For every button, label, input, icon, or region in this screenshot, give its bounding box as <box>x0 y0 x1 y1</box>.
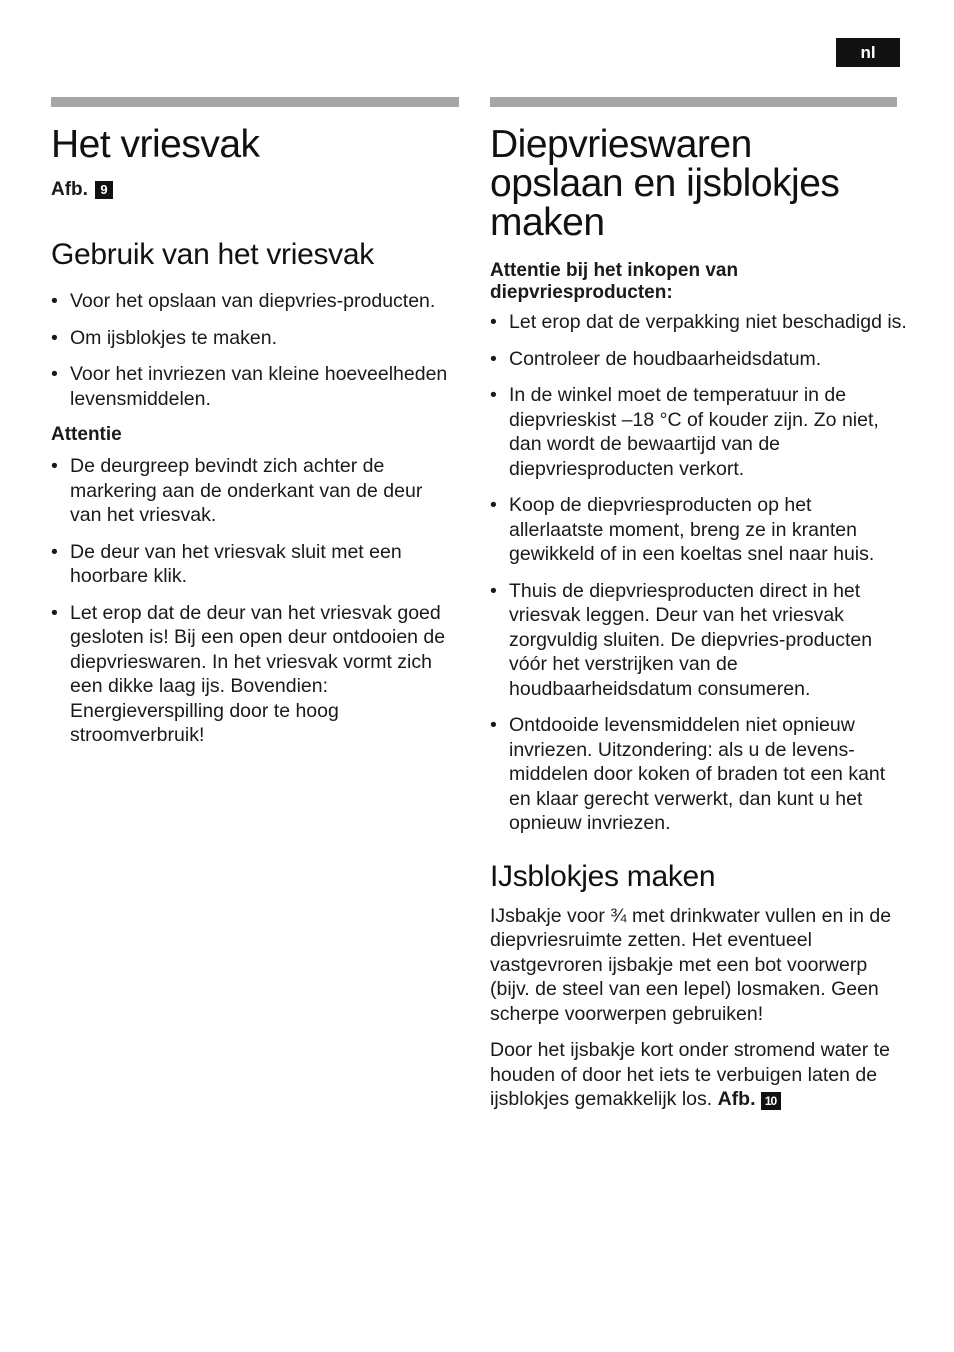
figure-label: Afb. <box>717 1088 756 1110</box>
right-column <box>490 97 910 1124</box>
figure-label: Afb. <box>51 179 88 200</box>
list-item: • Om ijsblokjes te maken. <box>51 326 277 349</box>
list-item: • De deur van het vriesvak sluit met een hoorbare klik. <box>51 540 402 587</box>
buying-list <box>490 310 910 836</box>
ice-paragraph-1: IJsbakje voor ¾ met drinkwater vullen en in de diepvriesruimte zetten. Het eventueel vastgevroren ijsbakje met een bot voorwerp (bijv. de steel van een lepel) losmaken. Geen scherpe voorwerpen gebruiken! <box>490 904 892 1025</box>
list-item: • Let erop dat de deur van het vriesvak goed gesloten is! Bij een open deur ontdooien de diepvrieswaren. In het vriesvak vormt zich een dikke laag ijs. Bovendien: Energieverspilling door te hoog stroomverbruik! <box>51 601 446 746</box>
section-rule <box>51 97 459 107</box>
list-item: • Voor het opslaan van diepvries-producten. <box>51 290 436 312</box>
section-heading-ice: IJsblokjes maken <box>490 859 716 893</box>
language-tab: nl <box>836 38 900 67</box>
attention-heading: Attentie <box>51 424 122 445</box>
list-item: • Thuis de diepvriesproducten direct in het vriesvak leggen. Deur van het vriesvak zorgvuldig sluiten. De diepvries-producten vóór het verstrijken van de houdbaarheidsdatum consumeren. <box>490 579 873 700</box>
usage-list <box>51 289 459 411</box>
list-item: • De deurgreep bevindt zich achter de markering aan de onderkant van de deur van het vriesvak. <box>51 455 423 526</box>
list-item: • Controleer de houdbaarheidsdatum. <box>490 347 822 370</box>
attention-list <box>51 454 459 748</box>
section-rule <box>490 97 897 107</box>
figure-number-badge: 10 <box>761 1092 781 1110</box>
list-item: • Let erop dat de verpakking niet beschadigd is. <box>490 311 907 333</box>
list-item: • Koop de diepvriesproducten op het allerlaatste moment, breng ze in kranten gewikkeld of in een koeltas snel naar huis. <box>490 494 875 565</box>
list-item: • Ontdooide levensmiddelen niet opnieuw invriezen. Uitzondering: als u de levens-middelen door koken of braden tot een kant en klaar gerecht verwerkt, dan kunt u het opnieuw invriezen. <box>490 714 886 834</box>
buying-attention-heading: Attentie bij het inkopen van diepvriesproducten: <box>490 260 739 303</box>
list-item: • Voor het invriezen van kleine hoeveelheden levensmiddelen. <box>51 363 448 410</box>
section-title: Diepvrieswaren opslaan en ijsblokjes maken <box>490 123 840 244</box>
figure-reference <box>51 178 459 202</box>
section-heading-usage: Gebruik van het vriesvak <box>51 238 374 271</box>
page-title: Het vriesvak <box>51 123 260 166</box>
left-column <box>51 97 459 760</box>
ice-paragraph-2: Door het ijsbakje kort onder stromend water te houden of door het iets te verbuigen laten de ijsblokjes gemakkelijk los. Afb. 10 <box>490 1039 890 1110</box>
list-item: • In de winkel moet de temperatuur in de diepvrieskist –18 °C of kouder zijn. Zo niet, dan wordt de bewaartijd van de diepvriesproducten verkort. <box>490 384 879 480</box>
figure-number-badge: 9 <box>95 181 113 199</box>
